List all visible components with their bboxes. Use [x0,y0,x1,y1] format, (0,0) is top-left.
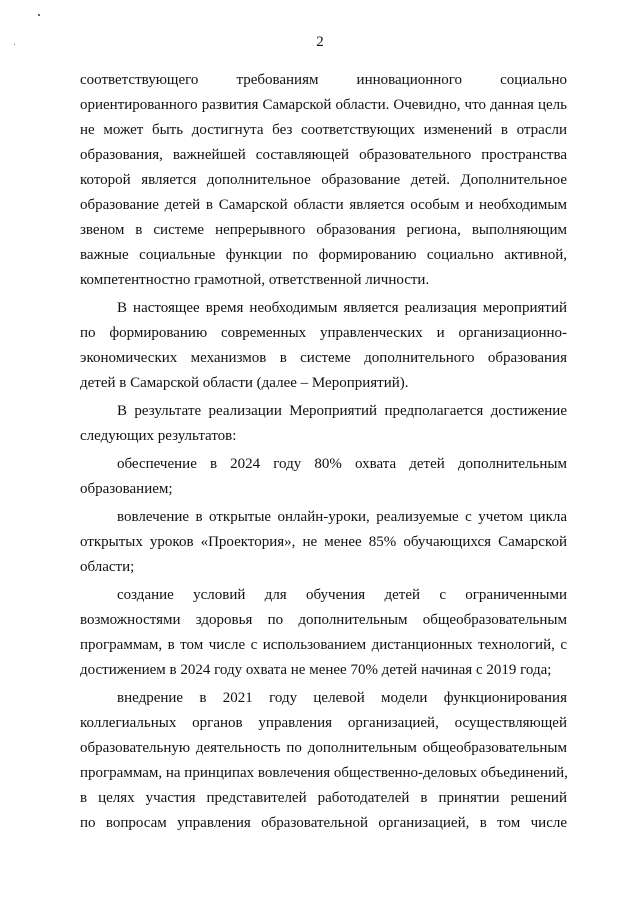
text-line: обеспечение в 2024 году 80% охвата детей дополнительным [117,456,567,472]
text-line: по вопросам управления образовательной организацией, в том числе [80,815,567,831]
text-line: компетентностно грамотной, ответственной личности. [80,272,430,288]
text-line: В результате реализации Мероприятий предполагается достижение [117,403,567,419]
scan-speck [38,14,40,16]
paragraph [80,399,567,449]
text-line: следующих результатов: [80,428,237,444]
text-line: звеном в системе непрерывного образования региона, выполняющим [80,222,567,238]
text-line: коллегиальных органов управления организацией, осуществляющей [80,715,567,731]
paragraph [80,505,567,580]
text-line: в целях участия представителей работодателей в принятии решений [80,790,567,806]
paragraph [80,296,567,396]
text-line: создание условий для обучения детей с ограниченными [117,587,567,603]
text-line: детей в Самарской области (далее – Мероприятий). [80,375,409,391]
body-text [80,68,567,839]
text-line: В настоящее время необходимым является реализация мероприятий [117,300,567,316]
text-line: достижением в 2024 году охвата не менее 70% детей начиная с 2019 года; [80,662,552,678]
paragraph [80,583,567,683]
text-line: экономических механизмов в системе дополнительного образования [80,350,567,366]
text-line: области; [80,559,135,575]
text-line: образования, важнейшей составляющей образовательного пространства [80,147,567,163]
text-line: программам, в том числе с использованием дистанционных технологий, с [80,637,567,653]
text-line: соответствующего требованиям инновационного социально [80,72,567,88]
text-line: программам, на принципах вовлечения общественно-деловых объединений, [80,765,568,781]
text-line: образованием; [80,481,173,497]
paragraph [80,68,567,293]
text-line: которой является дополнительное образование детей. Дополнительное [80,172,567,188]
page-number: 2 [316,34,324,50]
text-line: вовлечение в открытые онлайн-уроки, реализуемые с учетом цикла [117,509,567,525]
text-line: ориентированного развития Самарской области. Очевидно, что данная цель [80,97,567,113]
text-line: возможностями здоровья по дополнительным общеобразовательным [80,612,567,628]
text-line: открытых уроков «Проектория», не менее 85% обучающихся Самарской [80,534,567,550]
text-line: образование детей в Самарской области является особым и необходимым [80,197,567,213]
paragraph [80,452,567,502]
text-line: не может быть достигнута без соответствующих изменений в отрасли [80,122,567,138]
text-line: внедрение в 2021 году целевой модели функционирования [117,690,567,706]
text-line: образовательную деятельность по дополнительным общеобразовательным [80,740,567,756]
paragraph [80,686,567,836]
text-line: по формированию современных управленческих и организационно- [80,325,567,341]
text-line: важные социальные функции по формированию социально активной, [80,247,567,263]
